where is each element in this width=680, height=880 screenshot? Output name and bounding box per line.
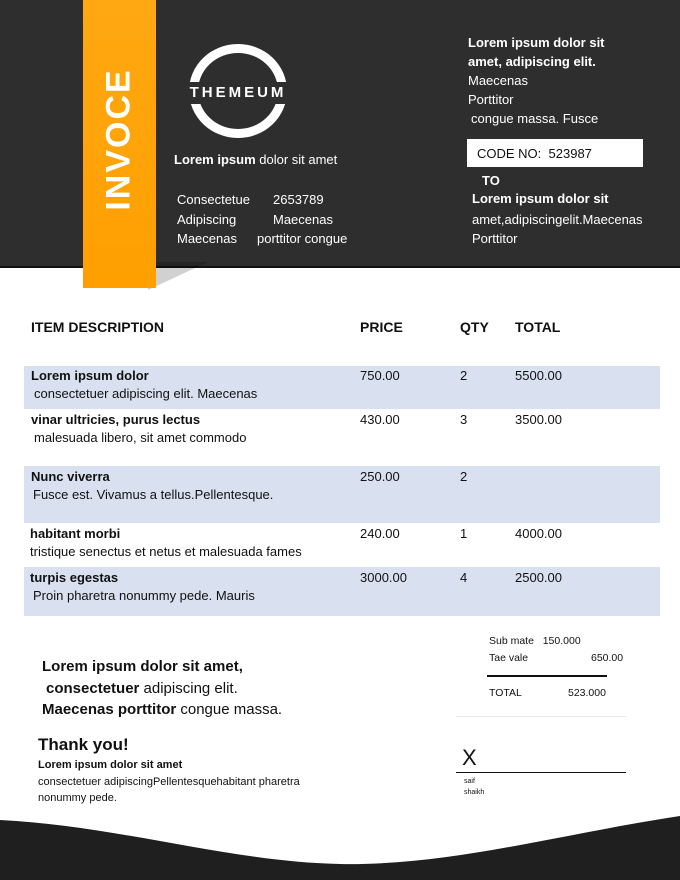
- table-row: [30, 526, 302, 559]
- summary-bottom-rule: [456, 716, 626, 717]
- item-desc: tristique senectus et netus et malesuada fames: [30, 544, 302, 559]
- code-label: CODE NO:: [477, 146, 542, 161]
- col-header-total: TOTAL: [515, 319, 561, 335]
- signature-first-name: saif: [464, 778, 475, 785]
- table-row: [31, 412, 246, 445]
- item-title: Lorem ipsum dolor: [31, 368, 149, 383]
- note-bold: Maecenas porttitor: [42, 701, 177, 718]
- sender-address-line: congue massa. Fusce: [471, 111, 599, 126]
- recipient-name: Lorem ipsum dolor sit: [472, 191, 609, 206]
- item-qty: 2: [460, 368, 468, 383]
- summary-divider: [487, 675, 607, 677]
- invoice-title: INVOCE: [100, 67, 139, 211]
- company-details: [177, 190, 347, 249]
- item-qty: 2: [460, 469, 468, 484]
- item-total: 5500.00: [515, 368, 562, 383]
- footer-wave-shape: [0, 816, 680, 880]
- item-price: 430.00: [360, 412, 400, 427]
- tax-value: 650.00: [591, 652, 624, 664]
- item-desc: consectetuer adipiscing elit. Maecenas: [34, 386, 258, 401]
- item-title: vinar ultricies, purus lectus: [31, 412, 201, 427]
- signature-mark: X: [462, 745, 477, 770]
- company-detail-row: [177, 210, 347, 230]
- company-detail-value: porttitor congue: [257, 231, 348, 246]
- sender-address-line: Maecenas: [468, 73, 528, 88]
- sender-address-line: amet, adipiscing elit.: [468, 54, 596, 69]
- total-value: 523.000: [568, 687, 606, 699]
- invoice-ribbon: [83, 0, 156, 288]
- item-desc: Proin pharetra nonummy pede. Mauris: [33, 588, 255, 603]
- thank-you-subheading: Lorem ipsum dolor sit amet: [38, 759, 183, 771]
- company-detail-value: 2653789: [273, 192, 324, 207]
- item-price: 3000.00: [360, 570, 407, 585]
- company-name: [174, 152, 337, 167]
- recipient-address: amet,adipiscingelit.Maecenas Porttitor: [472, 212, 643, 246]
- item-total: 2500.00: [515, 570, 562, 585]
- item-qty: 4: [460, 570, 468, 585]
- total-label: TOTAL: [489, 687, 522, 699]
- company-name-bold: Lorem ipsum: [174, 152, 256, 167]
- note-bold: consectetuer: [46, 679, 140, 697]
- item-desc: Fusce est. Vivamus a tellus.Pellentesque.: [33, 487, 274, 502]
- thank-you-heading: Thank you!: [38, 735, 129, 754]
- item-price: 240.00: [360, 526, 400, 541]
- sender-address-line: Lorem ipsum dolor sit: [468, 35, 605, 50]
- sender-address: [468, 33, 668, 128]
- item-price: 750.00: [360, 368, 400, 383]
- ribbon-shadow: [148, 262, 208, 290]
- table-row: [30, 570, 255, 603]
- item-qty: 3: [460, 412, 468, 427]
- company-detail-label: Maecenas: [177, 231, 237, 246]
- code-box: [467, 139, 643, 167]
- company-detail-row: [177, 190, 347, 210]
- company-detail-value: Maecenas: [273, 211, 333, 227]
- invoice-note: [42, 656, 282, 721]
- logo-text: THEMEUM: [189, 84, 287, 101]
- signature-last-name: shaikh: [464, 789, 485, 796]
- item-title: habitant morbi: [30, 526, 121, 541]
- sender-address-line: Porttitor: [468, 92, 514, 107]
- note-line: congue massa.: [176, 701, 283, 718]
- note-line: adipiscing elit.: [139, 679, 238, 697]
- col-header-description: ITEM DESCRIPTION: [31, 319, 165, 335]
- item-desc: malesuada libero, sit amet commodo: [34, 430, 247, 445]
- footer-wave: [0, 812, 680, 880]
- col-header-qty: QTY: [460, 319, 489, 335]
- table-row: [31, 368, 257, 401]
- company-detail-row: [177, 229, 347, 249]
- signature-name: [464, 776, 484, 798]
- note-line: Lorem ipsum dolor sit amet,: [42, 658, 243, 675]
- subtotal-value: 150.000: [542, 635, 581, 647]
- thank-you-body: consectetuer adipiscingPellentesquehabitant pharetra nonummy pede.: [38, 776, 300, 804]
- table-row: [31, 469, 273, 502]
- item-total: 3500.00: [515, 412, 562, 427]
- to-label: TO: [482, 173, 500, 188]
- subtotal-label: Sub mate: [489, 635, 534, 647]
- item-title: Nunc viverra: [31, 469, 110, 484]
- company-detail-label: Consectetue: [177, 192, 250, 207]
- col-header-price: PRICE: [360, 319, 403, 335]
- signature-line: [456, 772, 626, 773]
- tax-label: Tae vale: [489, 652, 529, 664]
- item-total: 4000.00: [515, 526, 562, 541]
- company-name-rest: dolor sit amet: [255, 152, 338, 167]
- subtotal-row: [489, 635, 581, 647]
- item-price: 250.00: [360, 469, 400, 484]
- code-value: 523987: [548, 146, 592, 161]
- item-title: turpis egestas: [30, 570, 119, 585]
- company-detail-label: Adipiscing: [177, 211, 237, 227]
- item-qty: 1: [460, 526, 468, 541]
